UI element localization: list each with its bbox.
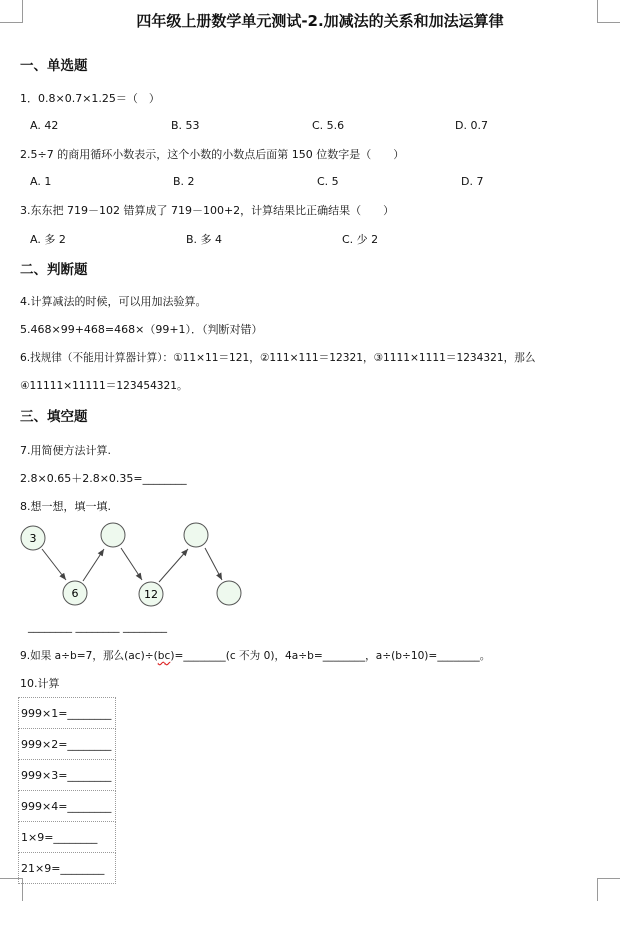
q3-option-c: C. 少 2 bbox=[342, 233, 379, 246]
table-cell: 999×4=________ bbox=[19, 791, 116, 822]
q1-option-d: D. 0.7 bbox=[455, 119, 488, 132]
question-2: 2.5÷7 的商用循环小数表示，这个小数的小数点后面第 150 位数字是（ ） bbox=[20, 148, 405, 161]
table-row bbox=[19, 760, 116, 791]
arrow-2 bbox=[83, 549, 104, 581]
circle-node-2 bbox=[101, 523, 125, 547]
section-heading-fill-in: 三、填空题 bbox=[20, 409, 88, 425]
q2-option-a: A. 1 bbox=[30, 175, 52, 188]
arrow-5 bbox=[205, 548, 222, 580]
question-9-part-a: 9.如果 a÷b=7，那么(ac)÷( bbox=[20, 650, 158, 662]
section-heading-true-false: 二、判断题 bbox=[20, 262, 88, 278]
q3-option-b: B. 多 4 bbox=[186, 233, 223, 246]
table-row bbox=[19, 791, 116, 822]
question-10: 10.计算 bbox=[20, 677, 60, 690]
question-1: 1．0.8×0.7×1.25＝（ ） bbox=[20, 92, 160, 105]
question-9 bbox=[20, 648, 490, 663]
question-8: 8.想一想，填一填. bbox=[20, 500, 111, 513]
arrow-4 bbox=[159, 549, 188, 582]
question-4: 4.计算减法的时候，可以用加法验算。 bbox=[20, 295, 207, 308]
question-7: 7.用简便方法计算. bbox=[20, 444, 111, 457]
question-9-part-b: )=________(c 不为 0)，4a÷b=________，a÷(b÷10)=________。 bbox=[170, 650, 491, 662]
question-7-expression: 2.8×0.65＋2.8×0.35=________ bbox=[20, 472, 187, 485]
table-cell: 999×1=________ bbox=[19, 698, 116, 729]
circle-node-4-label: 6 bbox=[71, 587, 79, 600]
circle-node-6 bbox=[217, 581, 241, 605]
page-corner-mark-bottom-right bbox=[597, 878, 620, 901]
q1-option-b: B. 53 bbox=[171, 119, 200, 132]
question-9-bc-spellcheck: bc bbox=[157, 650, 171, 662]
q2-option-b: B. 2 bbox=[173, 175, 195, 188]
question-6-line-1: 6.找规律（不能用计算器计算）：①11×11＝121，②111×111＝12321，③1111×1111＝1234321，那么 bbox=[20, 352, 536, 364]
q1-option-a: A. 42 bbox=[30, 119, 59, 132]
question-3: 3.东东把 719－102 错算成了 719－100+2，计算结果比正确结果（ ） bbox=[20, 204, 395, 217]
question-5: 5.468×99+468=468×（99+1）．（判断对错） bbox=[20, 323, 263, 336]
table-cell: 999×2=________ bbox=[19, 729, 116, 760]
circle-node-5-label: 12 bbox=[144, 588, 158, 601]
page-title: 四年级上册数学单元测试-2.加减法的关系和加法运算律 bbox=[136, 12, 504, 30]
arrow-1 bbox=[42, 549, 66, 580]
zigzag-number-diagram bbox=[0, 515, 260, 615]
table-row bbox=[19, 698, 116, 729]
q2-option-c: C. 5 bbox=[317, 175, 339, 188]
q2-option-d: D. 7 bbox=[461, 175, 484, 188]
q3-option-a: A. 多 2 bbox=[30, 233, 66, 246]
table-cell: 21×9=________ bbox=[19, 853, 116, 884]
section-heading-multiple-choice: 一、单选题 bbox=[20, 58, 88, 74]
q1-option-c: C. 5.6 bbox=[312, 119, 345, 132]
table-cell: 999×3=________ bbox=[19, 760, 116, 791]
arrow-3 bbox=[121, 548, 142, 580]
circle-node-1-label: 3 bbox=[29, 532, 37, 545]
table-row bbox=[19, 822, 116, 853]
table-row bbox=[19, 853, 116, 884]
question-8-answer-blanks: ________ ________ ________ bbox=[28, 620, 167, 633]
question-6-line-2: ④11111×11111＝123454321。 bbox=[20, 380, 188, 392]
table-cell: 1×9=________ bbox=[19, 822, 116, 853]
circle-node-3 bbox=[184, 523, 208, 547]
table-row bbox=[19, 729, 116, 760]
calculation-table bbox=[18, 697, 116, 884]
